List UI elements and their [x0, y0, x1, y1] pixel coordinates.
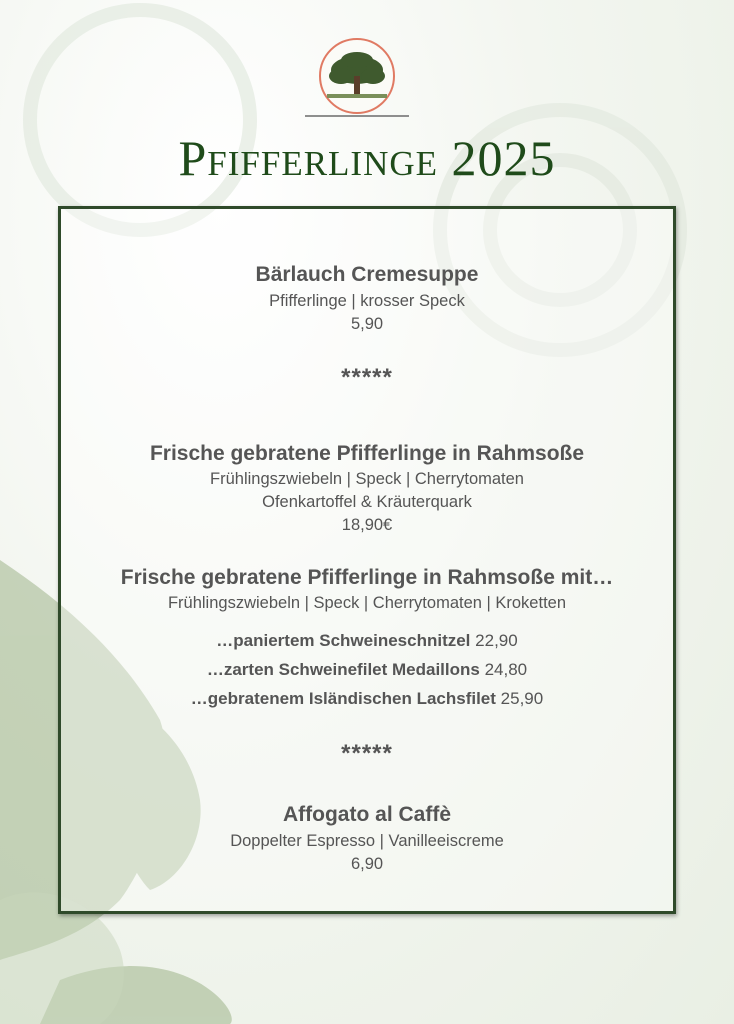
- separator-2: *****: [341, 740, 393, 767]
- option-name: …paniertem Schweineschnitzel: [216, 631, 471, 650]
- dish2-name: Frische gebratene Pfifferlinge in Rahmsoße mit…: [120, 566, 614, 589]
- option-name: …zarten Schweinefilet Medaillons: [206, 660, 480, 679]
- soup-name: Bärlauch Cremesuppe: [255, 263, 479, 286]
- option-name: …gebratenem Isländischen Lachsfilet: [190, 689, 496, 708]
- dish1-price: 18,90€: [341, 516, 393, 534]
- tree-logo-icon: [305, 36, 409, 120]
- page-title: Pfifferlinge 2025: [178, 130, 556, 186]
- dessert-price: 6,90: [350, 855, 384, 873]
- option-price: 25,90: [500, 689, 544, 708]
- dish2-description: Frühlingszwiebeln | Speck | Cherrytomaten | Kroketten: [167, 594, 567, 612]
- dish2-option: [58, 660, 676, 680]
- dessert-name: Affogato al Caffè: [283, 803, 451, 826]
- option-price: 22,90: [475, 631, 518, 650]
- dish1-name: Frische gebratene Pfifferlinge in Rahmsoße: [149, 442, 585, 465]
- dish2-option: [58, 631, 676, 651]
- soup-description: Pfifferlinge | krosser Speck: [269, 292, 465, 310]
- separator-1: *****: [341, 364, 393, 391]
- dessert-description: Doppelter Espresso | Vanilleeiscreme: [230, 832, 504, 850]
- soup-price: 5,90: [350, 315, 384, 333]
- dish2-option: [58, 689, 676, 709]
- dish1-description-1: Frühlingszwiebeln | Speck | Cherrytomaten: [210, 470, 524, 488]
- dish1-description-2: Ofenkartoffel & Kräuterquark: [262, 493, 472, 511]
- option-price: 24,80: [484, 660, 528, 679]
